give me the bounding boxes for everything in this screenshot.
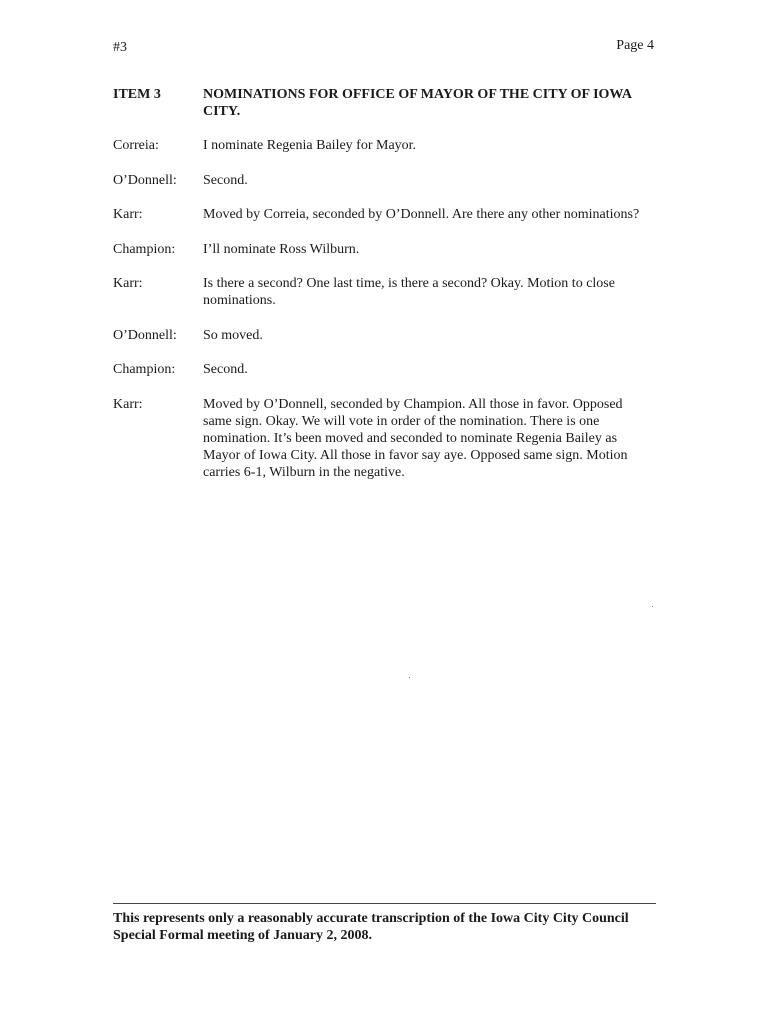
speaker-name: Karr: <box>113 207 143 222</box>
scan-speck <box>409 677 410 678</box>
transcription-disclaimer: This represents only a reasonably accurate transcription of the Iowa City City Council Special Formal meeting of January 2, 2008. <box>113 911 629 943</box>
speaker-name: O’Donnell: <box>113 327 177 343</box>
speech-text: Moved by Correia, seconded by O’Donnell. Are there any other nominations? <box>203 207 640 222</box>
speech-text: Moved by O’Donnell, seconded by Champion. All those in favor. Opposed same sign. Okay. We will vote in order of the nomination. There is one nomination. It’s been moved and seconded to nominate Regenia Bailey as Mayor of Iowa City. All those in favor say aye. Opposed same sign. Motion carries 6-1, Wilburn in the negative. <box>203 396 628 480</box>
item-label: ITEM 3 <box>113 87 161 102</box>
document-number: #3 <box>113 40 127 55</box>
transcript-entries <box>113 137 653 498</box>
transcript-entry <box>113 275 653 309</box>
speech-text: I nominate Regenia Bailey for Mayor. <box>203 138 417 153</box>
scan-speck <box>652 606 653 607</box>
transcript-entry <box>113 396 653 481</box>
speech-text: Second. <box>203 362 248 377</box>
speech-text: Is there a second? One last time, is there a second? Okay. Motion to close nominations. <box>203 276 615 308</box>
transcript-entry <box>113 137 653 154</box>
transcript-entry <box>113 206 653 223</box>
item-heading <box>113 86 653 120</box>
footer-divider <box>113 903 656 904</box>
speaker-name: Correia: <box>113 138 159 153</box>
speech-text: Second. <box>203 172 248 188</box>
speaker-name: Karr: <box>113 396 143 412</box>
speaker-name: O’Donnell: <box>113 172 177 188</box>
speaker-name: Karr: <box>113 276 143 291</box>
transcript-entry <box>113 172 653 189</box>
speaker-name: Champion: <box>113 241 176 257</box>
transcript-entry <box>113 241 653 258</box>
transcript-entry <box>113 327 653 344</box>
speech-text: So moved. <box>203 327 263 343</box>
speech-text: I’ll nominate Ross Wilburn. <box>203 241 360 257</box>
transcript-entry <box>113 361 653 378</box>
item-title: NOMINATIONS FOR OFFICE OF MAYOR OF THE CITY OF IOWA CITY. <box>203 87 632 119</box>
speaker-name: Champion: <box>113 362 176 377</box>
page-number: Page 4 <box>616 38 654 53</box>
